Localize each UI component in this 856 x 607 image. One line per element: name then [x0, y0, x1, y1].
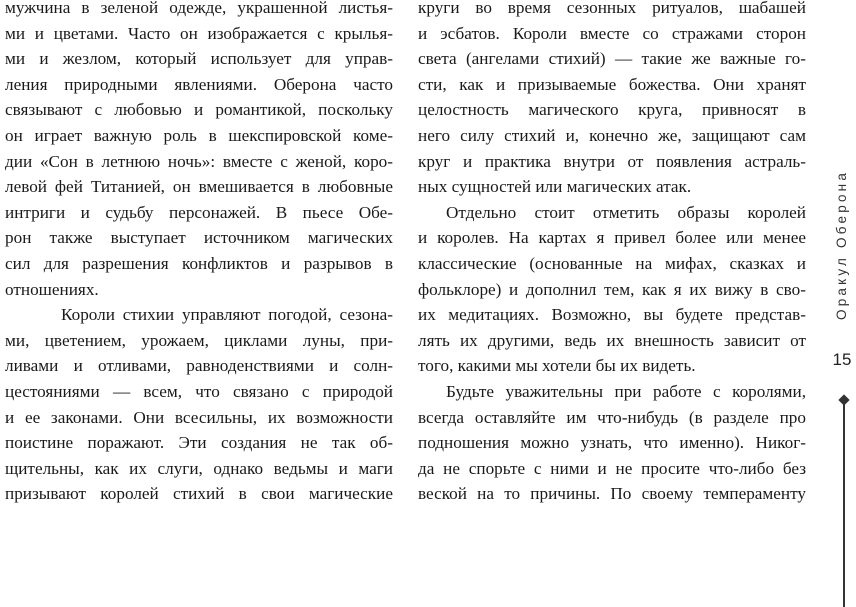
- text-line: щительны, как их слуги, однако ведьмы и маги: [5, 458, 393, 478]
- text-line: всегда оставляйте им что-нибудь (в разделе про: [418, 407, 806, 427]
- text-line: мужчина в зеленой одежде, украшенной листья-: [5, 0, 393, 17]
- text-line: интриги и судьбу персонажей. В пьесе Обе-: [5, 202, 393, 222]
- text-line: отношениях.: [5, 279, 99, 299]
- text-line: и эсбатов. Короли вместе со стражами сторон: [418, 23, 806, 43]
- text-line: круг и практика внутри от появления астраль-: [418, 151, 806, 171]
- text-line: сти, как и призываемые божества. Они хранят: [418, 74, 806, 94]
- page-number: 15: [832, 350, 852, 369]
- text-line: круги во время сезонных ритуалов, шабашей: [418, 0, 806, 17]
- text-line: их медитациях. Возможно, вы будете представ-: [418, 305, 806, 325]
- text-line: и королев. На картах я привел более или менее: [418, 228, 806, 248]
- text-line: того, какими мы хотели бы их видеть.: [418, 356, 696, 376]
- text-line: ных сущностей или магических атак.: [418, 177, 692, 197]
- text-line: классические (основанные на мифах, сказках и: [418, 253, 806, 273]
- text-line: да не спорьте с ними и не просите что-либо без: [418, 458, 806, 478]
- text-line: левой фей Титанией, он вмешивается в любовные: [5, 177, 393, 197]
- text-line: он играет важную роль в шекспировской коме-: [5, 125, 393, 145]
- paragraph: [418, 0, 806, 200]
- text-line: и ее законами. Они всесильны, их возможности: [5, 407, 393, 427]
- text-line: поистине поражают. Эти создания не так об-: [5, 433, 393, 453]
- right-text-column: [418, 0, 806, 507]
- text-line: ми и цветами. Часто он изображается с крылья-: [5, 23, 393, 43]
- text-line: фольклоре) и дополнил тем, как я их вижу в сво-: [418, 279, 806, 299]
- text-line: Короли стихии управляют погодой, сезона-: [61, 305, 393, 325]
- text-line: цестояниями — всем, что связано с природой: [5, 381, 393, 401]
- text-line: света (ангелами стихий) — такие же важные го-: [418, 49, 806, 69]
- paragraph: [418, 379, 806, 507]
- text-line: подношения можно узнать, что именно). Никог-: [418, 433, 806, 453]
- margin-rule: [843, 404, 845, 607]
- text-line: Будьте уважительны при работе с королями,: [446, 381, 806, 401]
- text-line: рон также выступает источником магических: [5, 228, 393, 248]
- text-line: веской на то причины. По своему темпераменту: [418, 484, 806, 504]
- text-line: сил для разрешения конфликтов и разрывов в: [5, 253, 393, 273]
- paragraph: [418, 200, 806, 379]
- text-line: ми, цветением, урожаем, циклами луны, при-: [5, 330, 393, 350]
- text-line: лять их другими, ведь их внешность зависит от: [418, 330, 806, 350]
- paragraph: [5, 0, 393, 302]
- text-line: него силу стихий и, конечно же, защищают сам: [418, 125, 806, 145]
- text-line: Отдельно стоит отметить образы королей: [446, 202, 806, 222]
- text-line: дии «Сон в летнюю ночь»: вместе с женой, коро-: [5, 151, 393, 171]
- text-line: связывают с любовью и романтикой, поскольку: [5, 100, 393, 120]
- running-title: Оракул Оберона: [834, 169, 849, 321]
- text-line: ления природными явлениями. Оберона часто: [5, 74, 393, 94]
- text-line: ливами и отливами, равноденствиями и солн-: [5, 356, 393, 376]
- text-line: ми и жезлом, который использует для управ-: [5, 49, 393, 69]
- text-line: целостность магического круга, привносят в: [418, 100, 806, 120]
- text-line: призывают королей стихий в свои магические: [5, 484, 393, 504]
- paragraph: [5, 302, 393, 507]
- left-text-column: [5, 0, 393, 507]
